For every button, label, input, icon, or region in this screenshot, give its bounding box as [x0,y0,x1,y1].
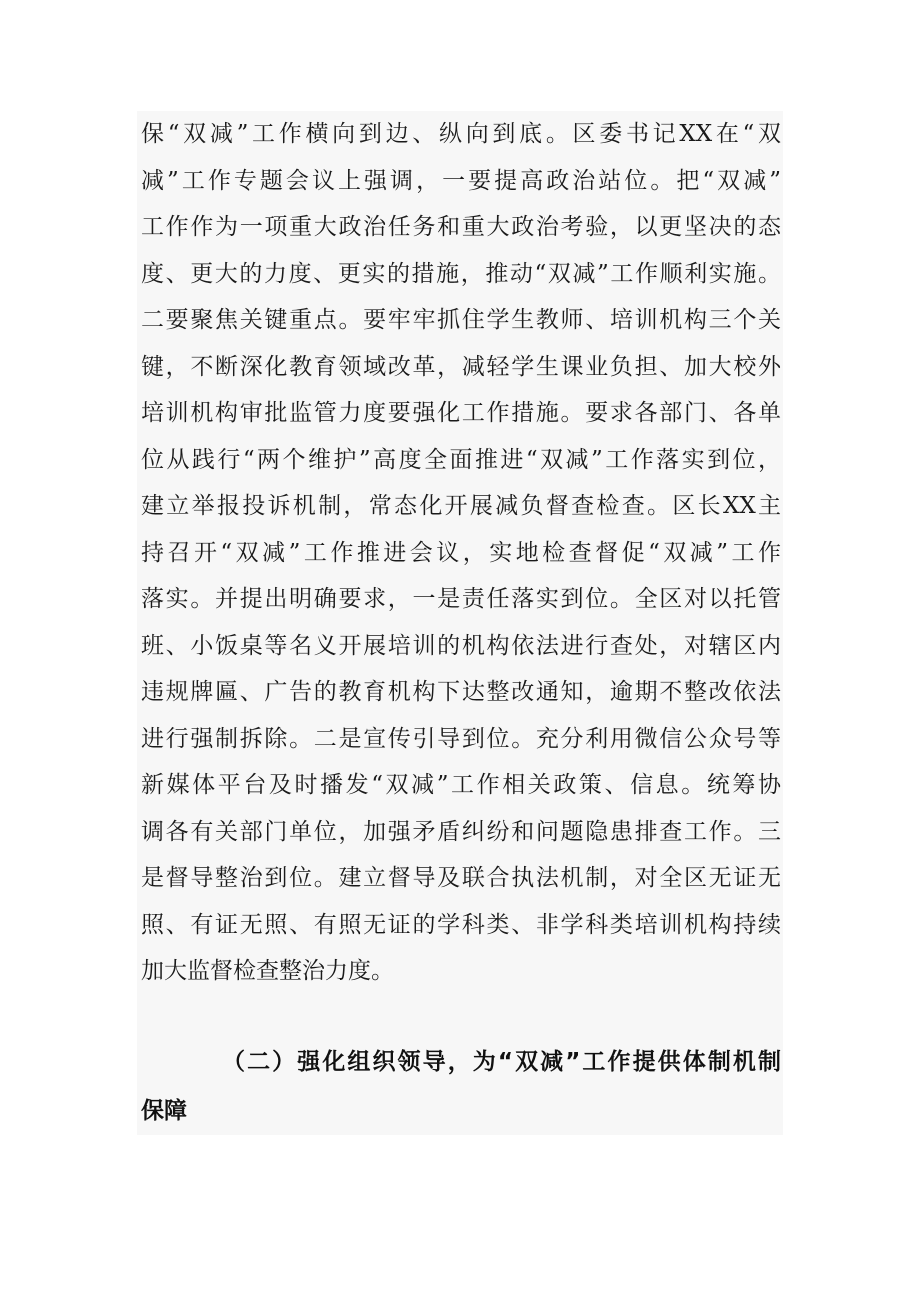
paragraph-line: 工作作为一项重大政治任务和重大政治考验，以更坚决的态 [141,214,781,240]
section-heading: 保障 [141,1098,187,1124]
paragraph-line: 加大监督检查整治力度。 [141,958,394,984]
paragraph-line: 二要聚焦关键重点。要牢牢抓住学生教师、培训机构三个关 [141,307,781,333]
paragraph-line: 违规牌匾、广告的教育机构下达整改通知，逾期不整改依法 [141,679,781,705]
section-heading: （二）强化组织领导，为“双减”工作提供体制机制 [222,1049,781,1075]
paragraph-line: 进行强制拆除。二是宣传引导到位。充分利用微信公众号等 [141,725,781,752]
paragraph-line: 班、小饭桌等名义开展培训的机构依法进行查处，对辖区内 [141,632,781,659]
paragraph-line: 落实。并提出明确要求，一是责任落实到位。全区对以托管 [141,586,781,612]
paragraph-line: 保“双减”工作横向到边、纵向到底。区委书记XX在“双 [141,121,781,147]
paragraph-line: 是督导整治到位。建立督导及联合执法机制，对全区无证无 [141,865,781,891]
paragraph-line: 新媒体平台及时播发“双减”工作相关政策、信息。统筹协 [141,772,781,798]
paragraph-line: 度、更大的力度、更实的措施，推动“双减”工作顺利实施。 [141,260,781,287]
paragraph-line: 键，不断深化教育领域改革，减轻学生课业负担、加大校外 [141,353,781,380]
paragraph-line: 位从践行“两个维护”高度全面推进“双减”工作落实到位， [141,446,781,473]
paragraph-line: 调各有关部门单位，加强矛盾纠纷和问题隐患排查工作。三 [141,818,781,845]
paragraph-line: 培训机构审批监管力度要强化工作措施。要求各部门、各单 [141,400,781,426]
paragraph-line: 照、有证无照、有照无证的学科类、非学科类培训机构持续 [141,911,781,938]
paragraph-line: 持召开“双减”工作推进会议，实地检查督促“双减”工作 [141,539,781,566]
paragraph-line: 减”工作专题会议上强调，一要提高政治站位。把“双减” [141,167,781,194]
paragraph-line: 建立举报投诉机制，常态化开展减负督查检查。区长XX主 [141,493,781,519]
